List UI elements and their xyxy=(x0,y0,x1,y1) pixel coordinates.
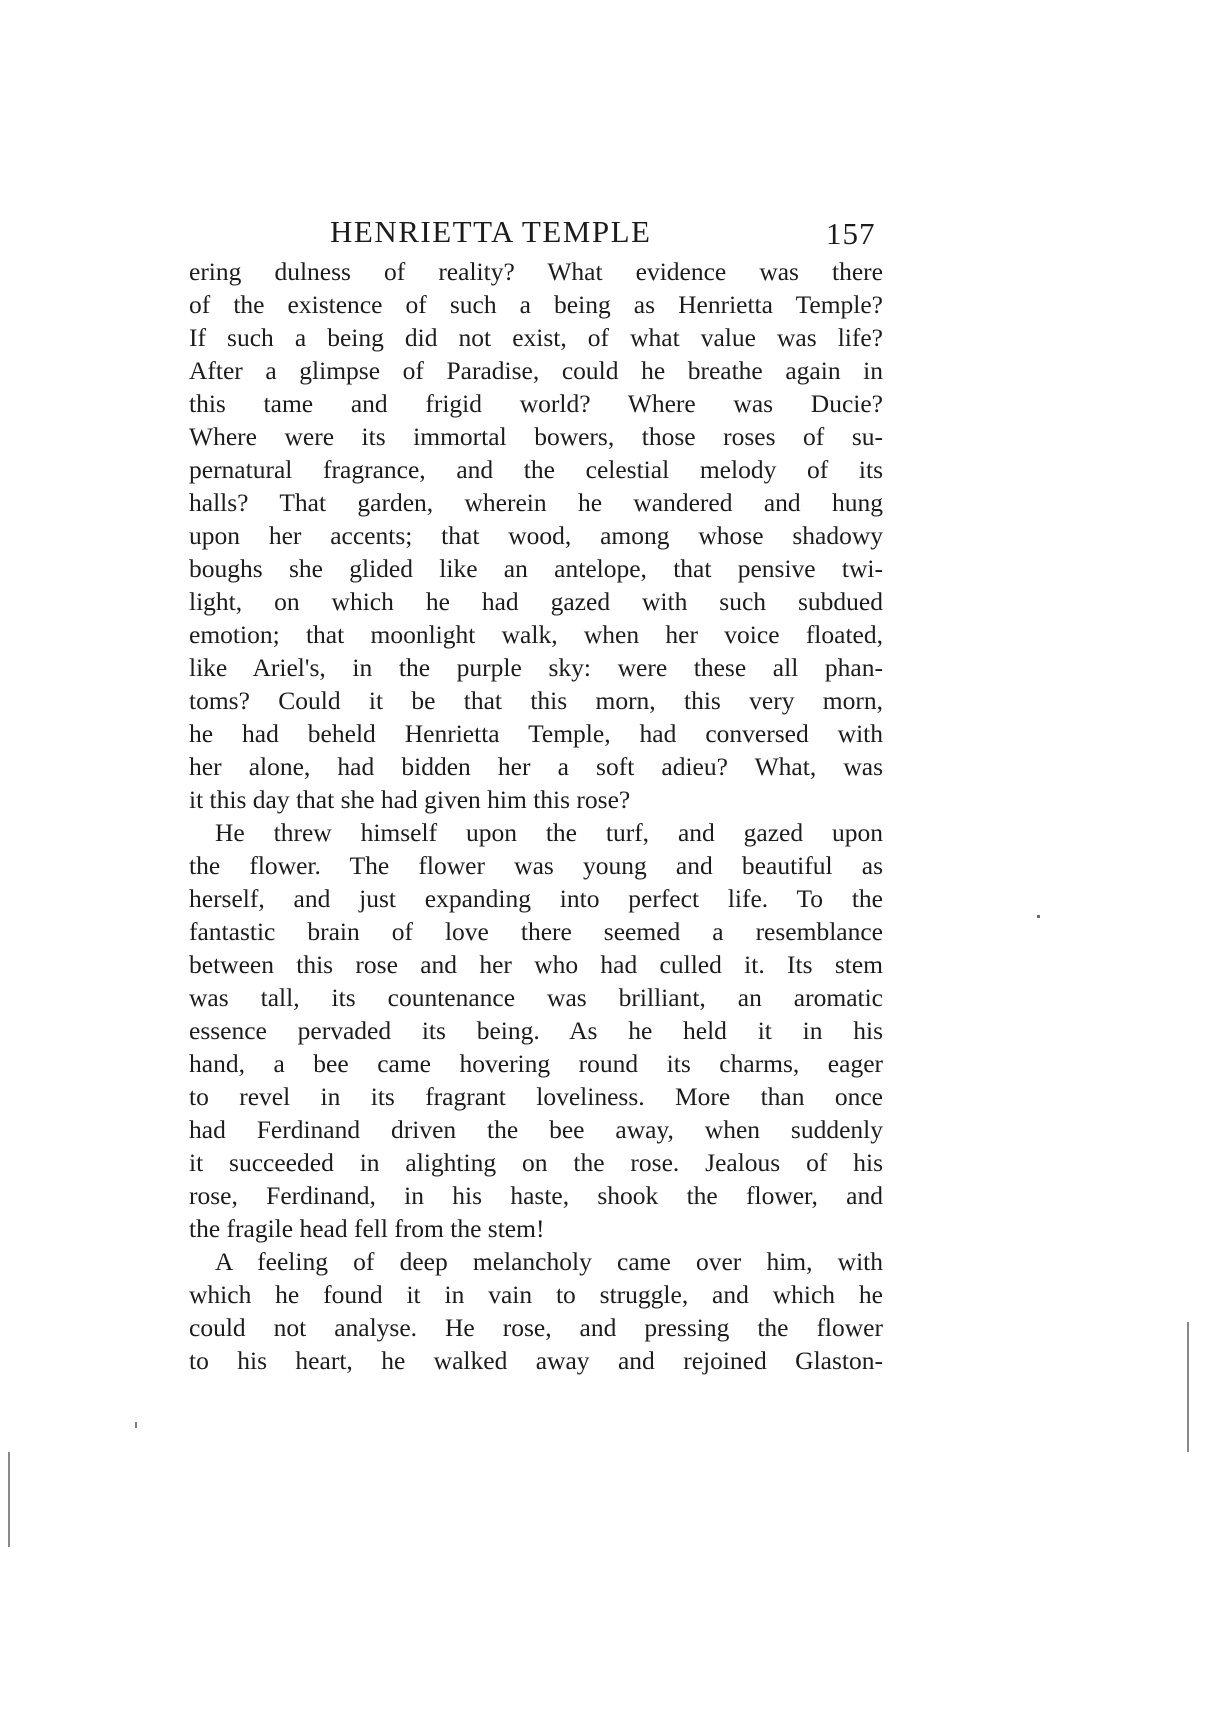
text-line: herself, and just expanding into perfect life. To the xyxy=(189,884,883,913)
running-head: HENRIETTA TEMPLE xyxy=(330,214,652,249)
text-line: ering dulness of reality? What evidence was there xyxy=(189,257,883,286)
text-line: He threw himself upon the turf, and gazed upon xyxy=(215,818,883,847)
text-line: could not analyse. He rose, and pressing the flower xyxy=(189,1313,883,1342)
scan-mark xyxy=(1187,1322,1189,1452)
text-line: light, on which he had gazed with such subdued xyxy=(189,587,883,616)
text-line: the flower. The flower was young and beautiful as xyxy=(189,851,883,880)
text-line: to his heart, he walked away and rejoined Glaston- xyxy=(189,1346,883,1375)
text-line: like Ariel's, in the purple sky: were these all phan- xyxy=(189,653,883,682)
text-line: A feeling of deep melancholy came over him, with xyxy=(215,1247,883,1276)
text-line: If such a being did not exist, of what value was life? xyxy=(189,323,883,352)
text-line: pernatural fragrance, and the celestial melody of its xyxy=(189,455,883,484)
text-line: essence pervaded its being. As he held it in his xyxy=(189,1016,883,1045)
text-line: upon her accents; that wood, among whose shadowy xyxy=(189,521,883,550)
text-line: had Ferdinand driven the bee away, when suddenly xyxy=(189,1115,883,1144)
text-line: rose, Ferdinand, in his haste, shook the flower, and xyxy=(189,1181,883,1210)
text-line: halls? That garden, wherein he wandered and hung xyxy=(189,488,883,517)
text-line: it this day that she had given him this rose? xyxy=(189,785,631,814)
text-line: between this rose and her who had culled it. Its stem xyxy=(189,950,883,979)
text-line: he had beheld Henrietta Temple, had conversed with xyxy=(189,719,883,748)
text-line: fantastic brain of love there seemed a resemblance xyxy=(189,917,883,946)
scan-mark xyxy=(135,1422,137,1428)
scan-mark xyxy=(8,1452,10,1547)
text-line: toms? Could it be that this morn, this very morn, xyxy=(189,686,883,715)
text-line: this tame and frigid world? Where was Ducie? xyxy=(189,389,883,418)
text-line: emotion; that moonlight walk, when her voice floated, xyxy=(189,620,883,649)
text-line: Where were its immortal bowers, those roses of su- xyxy=(189,422,883,451)
scan-mark xyxy=(1037,915,1040,918)
text-line: boughs she glided like an antelope, that pensive twi- xyxy=(189,554,883,583)
text-line: After a glimpse of Paradise, could he breathe again in xyxy=(189,356,883,385)
text-line: the fragile head fell from the stem! xyxy=(189,1214,545,1243)
text-line: it succeeded in alighting on the rose. Jealous of his xyxy=(189,1148,883,1177)
page-number: 157 xyxy=(826,216,876,251)
text-line: to revel in its fragrant loveliness. More than once xyxy=(189,1082,883,1111)
text-line: was tall, its countenance was brilliant, an aromatic xyxy=(189,983,883,1012)
text-line: which he found it in vain to struggle, and which he xyxy=(189,1280,883,1309)
text-line: her alone, had bidden her a soft adieu? What, was xyxy=(189,752,883,781)
text-line: hand, a bee came hovering round its charms, eager xyxy=(189,1049,883,1078)
text-line: of the existence of such a being as Henrietta Temple? xyxy=(189,290,883,319)
body-text xyxy=(189,255,883,1377)
